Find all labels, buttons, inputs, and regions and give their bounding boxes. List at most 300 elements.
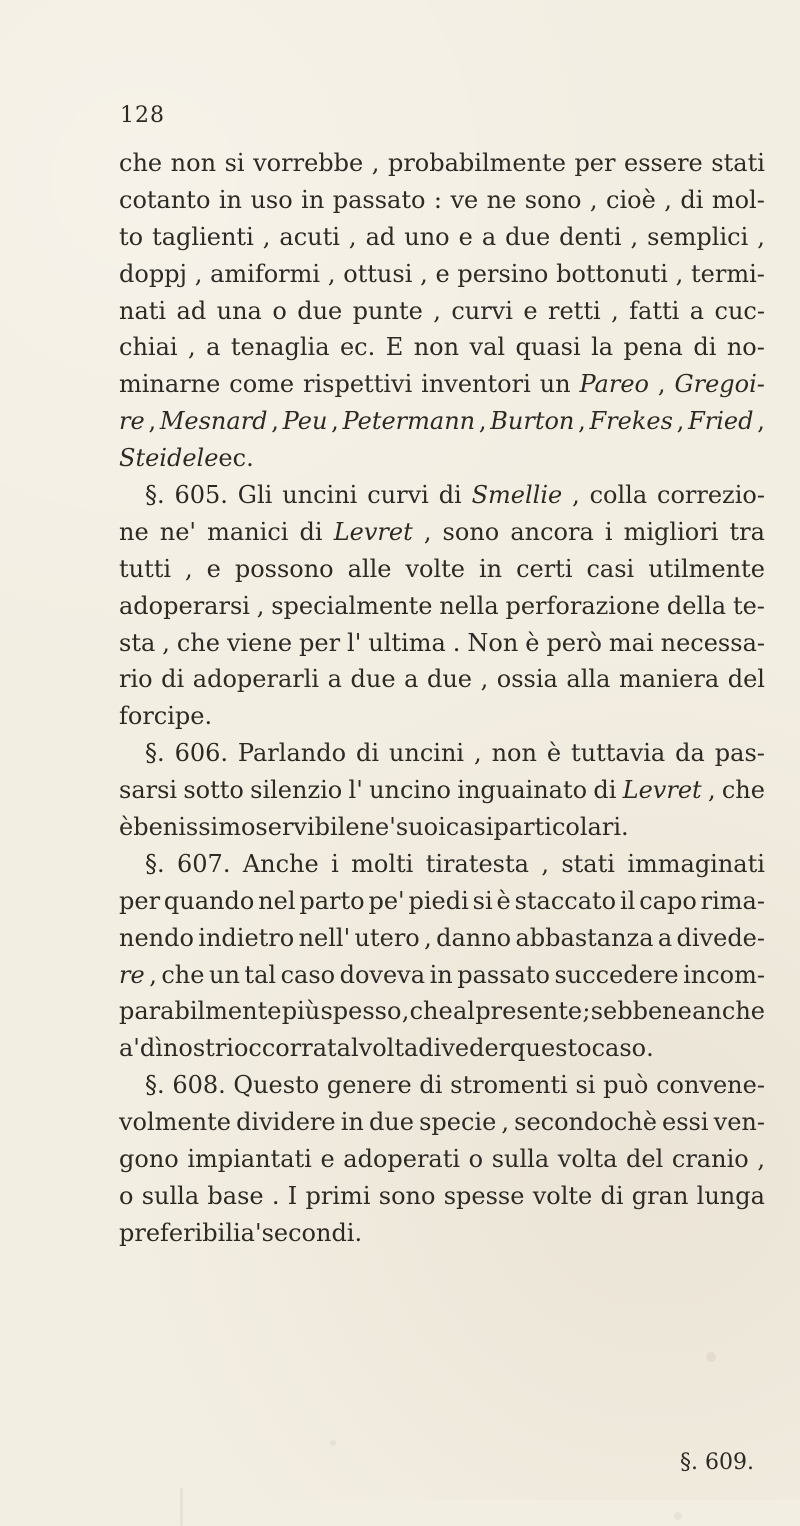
text-word: Smellie — [471, 481, 563, 510]
text-word: al — [452, 997, 475, 1026]
text-word: piedi — [408, 886, 469, 915]
text-line — [119, 551, 765, 588]
text-word: §. — [145, 739, 165, 768]
text-word: o — [119, 1181, 134, 1210]
text-word: . — [452, 628, 461, 657]
text-word: , — [327, 259, 336, 288]
text-word: 605. — [174, 481, 228, 510]
text-word: e — [206, 554, 221, 583]
text-word: la — [591, 333, 614, 362]
text-word: ven- — [713, 1108, 765, 1137]
text-word: utero — [354, 923, 420, 952]
text-word: parabilmente — [119, 997, 282, 1026]
text-word: sta — [119, 628, 156, 657]
text-word: a — [206, 333, 221, 362]
text-word: indietro — [198, 923, 295, 952]
text-word: più — [281, 997, 321, 1026]
text-word: è — [496, 886, 511, 915]
text-word: di — [418, 1034, 442, 1063]
text-word: ultima — [368, 628, 446, 657]
text-word: passato — [457, 960, 550, 989]
text-word: , — [371, 149, 380, 177]
text-line — [119, 920, 765, 957]
text-line — [119, 366, 765, 403]
text-word: a' — [119, 1034, 140, 1063]
text-word: in — [301, 185, 325, 214]
text-word: , — [676, 407, 685, 436]
text-line — [119, 1178, 765, 1215]
text-word: di — [600, 1181, 624, 1210]
text-word: o — [468, 1145, 484, 1174]
text-word: , — [572, 481, 580, 510]
text-word: Non — [467, 628, 519, 657]
text-word: due — [368, 1108, 414, 1137]
text-word: curvi — [367, 481, 429, 510]
text-word: Anche — [242, 849, 319, 878]
text-word: sebbene — [590, 997, 692, 1026]
text-word: di — [438, 481, 462, 510]
text-word: del — [727, 665, 765, 694]
text-line — [119, 993, 765, 1030]
text-word: anche — [692, 997, 765, 1026]
text-word: occorra — [233, 1034, 328, 1063]
text-word: , — [578, 407, 586, 436]
text-word: Gli — [237, 481, 273, 510]
text-word: stati — [561, 849, 615, 878]
text-word: si — [472, 886, 493, 915]
text-word: Parlando — [237, 739, 347, 768]
text-word: a' — [240, 1218, 262, 1247]
text-word: sarsi — [119, 776, 178, 805]
text-word: sono — [378, 1181, 436, 1210]
text-word: maniera — [618, 665, 720, 694]
text-word: , — [331, 407, 339, 436]
section-607-start — [119, 846, 765, 883]
text-word: inventori — [421, 370, 531, 399]
text-word: quando — [163, 886, 255, 915]
text-word: utilmente — [648, 554, 765, 583]
text-word: nendo — [119, 923, 194, 952]
text-word: amiformi — [210, 259, 321, 288]
section-606-start — [119, 735, 765, 772]
text-word: della — [666, 591, 727, 620]
text-word: , — [675, 259, 684, 288]
text-word: Pareo — [579, 370, 649, 399]
text-word: perforazione — [505, 591, 661, 620]
text-word: curvi — [451, 296, 513, 325]
text-word: : — [433, 185, 442, 214]
text-word: immaginati — [627, 849, 765, 878]
text-word: pe' — [368, 886, 405, 915]
text-word: genere — [326, 1071, 412, 1100]
text-line — [119, 514, 765, 551]
text-word: , — [424, 923, 432, 952]
text-word: un — [539, 370, 571, 399]
text-line — [119, 256, 765, 293]
text-word: secondi — [261, 1218, 355, 1247]
text-word: no- — [726, 333, 765, 362]
text-word: tutti — [119, 554, 172, 583]
text-line — [119, 698, 765, 735]
text-word: , — [256, 591, 265, 620]
text-word: , — [185, 554, 193, 583]
text-word: , — [611, 296, 619, 325]
text-word: ad — [365, 222, 396, 251]
text-word: è — [119, 813, 134, 842]
text-word: doveva — [339, 960, 426, 989]
text-word: volte — [405, 554, 465, 583]
text-word: spesse — [443, 1181, 525, 1210]
text-word: come — [229, 370, 295, 399]
text-word: , — [541, 849, 549, 878]
text-word: ve — [450, 185, 479, 214]
text-line — [119, 1215, 765, 1252]
text-word: nella — [439, 591, 499, 620]
section-605-start — [119, 477, 765, 514]
text-word: parto — [299, 886, 365, 915]
text-word: molti — [351, 849, 414, 878]
text-word: non — [491, 739, 537, 768]
text-word: stromenti — [450, 1071, 568, 1100]
text-word: colla — [589, 481, 648, 510]
text-word: sono — [442, 517, 500, 546]
text-word: tiratesta — [425, 849, 529, 878]
text-word: dividere — [236, 1108, 336, 1137]
text-word: base — [207, 1181, 264, 1210]
text-word: , — [423, 517, 432, 546]
text-word: correzio- — [657, 481, 765, 510]
text-word: e — [435, 259, 450, 288]
text-word: Steidele — [119, 444, 219, 473]
text-word: incom- — [683, 960, 765, 989]
text-word: sono — [524, 185, 582, 214]
text-line — [119, 957, 765, 994]
text-word: possono — [234, 554, 334, 583]
text-word: Gregoi- — [674, 370, 765, 399]
text-word: sotto — [183, 776, 244, 805]
text-line — [119, 182, 765, 219]
text-word: , — [657, 370, 666, 399]
text-word: Burton — [490, 407, 575, 436]
text-word: . — [646, 1034, 654, 1063]
text-word: ancora — [510, 517, 594, 546]
text-word: benissimo — [133, 813, 256, 842]
text-word: , — [707, 776, 716, 805]
text-word: bottonuti — [556, 259, 668, 288]
text-word: mai — [608, 628, 654, 657]
text-word: retti — [548, 296, 601, 325]
text-word: ec. — [339, 333, 376, 362]
text-word: e — [523, 296, 538, 325]
text-line — [119, 403, 765, 440]
text-word: to — [119, 222, 144, 251]
text-word: sulla — [491, 1145, 550, 1174]
text-word: uso — [250, 185, 293, 214]
text-word: . — [354, 1218, 363, 1247]
text-word: certi — [516, 554, 573, 583]
text-word: o — [272, 296, 287, 325]
text-line — [119, 588, 765, 625]
text-word: necessa- — [660, 628, 765, 657]
text-word: rio — [119, 665, 153, 694]
text-word: vorrebbe — [253, 149, 364, 177]
text-word: di — [593, 776, 617, 805]
text-word: Frekes — [589, 407, 673, 436]
text-word: e — [458, 222, 473, 251]
text-word: fatti — [629, 296, 680, 325]
text-word: manici — [207, 517, 289, 546]
text-word: gono — [119, 1145, 179, 1174]
text-word: mol- — [711, 185, 765, 214]
paper-stain — [330, 1440, 336, 1446]
text-word: Questo — [233, 1071, 320, 1100]
text-word: , — [262, 222, 271, 251]
text-line — [119, 145, 765, 182]
text-word: I — [287, 1181, 298, 1210]
text-word: ne' — [359, 813, 396, 842]
text-word: suoi — [395, 813, 446, 842]
text-word: impiantati — [187, 1145, 312, 1174]
text-word: minarne — [119, 370, 221, 399]
text-word: è — [546, 739, 562, 768]
text-word: l' — [348, 776, 363, 805]
text-word: questo — [510, 1034, 592, 1063]
text-word: ne' — [159, 517, 197, 546]
text-line — [119, 661, 765, 698]
text-word: di — [693, 333, 717, 362]
text-word: a — [327, 665, 342, 694]
text-word: acuti — [279, 222, 340, 251]
paper-mark — [180, 1488, 183, 1526]
text-word: convene- — [656, 1071, 765, 1100]
text-word: preferibili — [119, 1218, 241, 1247]
text-word: adoperarli — [192, 665, 320, 694]
text-word: due — [297, 296, 343, 325]
text-word: Levret — [622, 776, 702, 805]
text-word: specie — [419, 1108, 497, 1137]
text-word: Fried — [688, 407, 754, 436]
text-word: presente — [475, 997, 583, 1026]
text-word: adoperarsi — [119, 591, 250, 620]
text-word: secondochè — [514, 1108, 657, 1137]
text-word: che — [409, 997, 453, 1026]
text-word: viene — [226, 628, 293, 657]
text-word: un — [208, 960, 240, 989]
text-word: §. — [145, 849, 165, 878]
text-word: a — [481, 222, 497, 251]
text-word: pena — [623, 333, 683, 362]
text-line — [119, 219, 765, 256]
text-word: a — [657, 923, 673, 952]
text-word: talvolta — [327, 1034, 419, 1063]
text-word: a — [404, 665, 419, 694]
text-word: 606. — [174, 739, 228, 768]
text-word: in — [478, 554, 503, 583]
text-word: divede- — [676, 923, 765, 952]
text-word: uncino — [369, 776, 451, 805]
text-word: ad — [176, 296, 207, 325]
text-line — [119, 440, 765, 477]
text-line — [119, 883, 765, 920]
text-word: quasi — [515, 333, 581, 362]
text-word: rima- — [700, 886, 765, 915]
text-word: capo — [639, 886, 697, 915]
text-word: . — [621, 813, 629, 842]
text-word: ne — [486, 185, 517, 214]
text-word: inguainato — [457, 776, 588, 805]
text-word: spesso — [320, 997, 402, 1026]
text-line — [119, 293, 765, 330]
text-word: Levret — [333, 517, 413, 546]
text-word: , — [757, 407, 765, 436]
text-word: §. — [145, 1071, 165, 1100]
text-word: , — [480, 665, 489, 694]
text-word: sulla — [141, 1181, 200, 1210]
text-line — [119, 1030, 765, 1067]
text-word: non — [413, 333, 460, 362]
text-word: che — [119, 149, 163, 177]
text-word: non — [170, 149, 217, 177]
text-word: , — [148, 407, 157, 436]
text-word: volta — [557, 1145, 618, 1174]
text-word: danno — [436, 923, 512, 952]
text-word: , — [433, 296, 441, 325]
text-word: , — [589, 185, 598, 214]
text-word: tra — [729, 517, 765, 546]
text-word: , — [757, 222, 765, 251]
text-word: che — [161, 960, 205, 989]
text-word: due — [350, 665, 396, 694]
text-word: , — [664, 185, 672, 214]
text-word: punte — [352, 296, 423, 325]
text-word: , — [271, 407, 279, 436]
text-word: da — [675, 739, 705, 768]
text-word: passato — [332, 185, 426, 214]
text-word: essere — [624, 149, 703, 177]
text-word: termi- — [691, 259, 765, 288]
text-word: ; — [582, 997, 591, 1026]
text-word: caso — [591, 1034, 647, 1063]
text-word: Mesnard — [159, 407, 268, 436]
text-word: migliori — [623, 517, 719, 546]
text-word: e — [320, 1145, 335, 1174]
text-word: tuttavia — [571, 739, 666, 768]
text-word: lunga — [696, 1181, 765, 1210]
text-word: re — [119, 407, 145, 436]
text-word: doppj — [119, 259, 187, 288]
text-word: . — [204, 702, 213, 731]
text-line — [119, 329, 765, 366]
text-word: , — [501, 1108, 510, 1137]
text-word: denti — [559, 222, 622, 251]
text-word: essi — [662, 1108, 709, 1137]
text-word: chiai — [119, 333, 178, 362]
text-word: volmente — [119, 1108, 231, 1137]
text-word: alle — [347, 554, 392, 583]
text-word: in — [340, 1108, 364, 1137]
text-word: , — [478, 407, 487, 436]
text-word: pas- — [714, 739, 765, 768]
page-text — [119, 145, 765, 1252]
text-word: , — [194, 259, 203, 288]
text-word: di — [419, 1071, 443, 1100]
text-word: Peu — [282, 407, 328, 436]
text-word: nel — [258, 886, 296, 915]
text-word: nell' — [298, 923, 351, 952]
text-word: , — [149, 960, 157, 989]
text-word: caso — [280, 960, 336, 989]
text-word: di — [299, 517, 323, 546]
text-word: val — [469, 333, 506, 362]
text-word: in — [218, 185, 242, 214]
text-word: forcipe — [119, 702, 205, 731]
text-word: succedere — [554, 960, 679, 989]
text-word: staccato — [514, 886, 617, 915]
text-line — [119, 1141, 765, 1178]
text-word: , — [420, 259, 428, 288]
text-word: , — [757, 1145, 765, 1174]
page-number: 128 — [120, 103, 165, 128]
text-word: , — [188, 333, 196, 362]
text-word: cuc- — [714, 296, 765, 325]
text-word: taglienti — [152, 222, 254, 251]
text-word: a — [689, 296, 705, 325]
text-line — [119, 625, 765, 662]
text-word: veder — [441, 1034, 511, 1063]
text-word: per — [119, 886, 161, 915]
text-word: volte — [532, 1181, 593, 1210]
text-word: , — [348, 222, 357, 251]
text-word: due — [505, 222, 551, 251]
catchword: §. 609. — [680, 1450, 754, 1475]
text-word: si — [575, 1071, 596, 1100]
text-word: particolari — [493, 813, 621, 842]
text-word: per — [574, 149, 616, 177]
text-word: ottusi — [343, 259, 413, 288]
text-word: di — [355, 739, 379, 768]
text-word: ec. — [218, 444, 254, 473]
text-word: stati — [711, 149, 765, 177]
text-word: persino — [457, 259, 549, 288]
text-word: l' — [347, 628, 362, 657]
text-word: , — [401, 997, 410, 1026]
section-608-start — [119, 1067, 765, 1104]
text-word: §. — [145, 481, 165, 510]
text-word: , — [630, 222, 639, 251]
text-word: uno — [404, 222, 450, 251]
text-word: uncini — [282, 481, 358, 510]
text-word: 607. — [177, 849, 231, 878]
text-word: semplici — [647, 222, 749, 251]
text-word: si — [224, 149, 245, 177]
text-word: i — [604, 517, 613, 546]
text-word: rispettivi — [303, 370, 413, 399]
text-word: in — [429, 960, 453, 989]
text-word: probabilmente — [387, 149, 566, 177]
text-word: cotanto — [119, 185, 211, 214]
text-word: te- — [732, 591, 765, 620]
paper-stain — [674, 1512, 682, 1520]
text-word: che — [176, 628, 220, 657]
text-word: per — [299, 628, 341, 657]
text-word: tenaglia — [230, 333, 330, 362]
text-word: uncini — [388, 739, 465, 768]
text-word: due — [426, 665, 473, 694]
text-word: primi — [305, 1181, 371, 1210]
text-word: adoperati — [343, 1145, 461, 1174]
text-word: , — [162, 628, 170, 657]
text-line — [119, 1104, 765, 1141]
